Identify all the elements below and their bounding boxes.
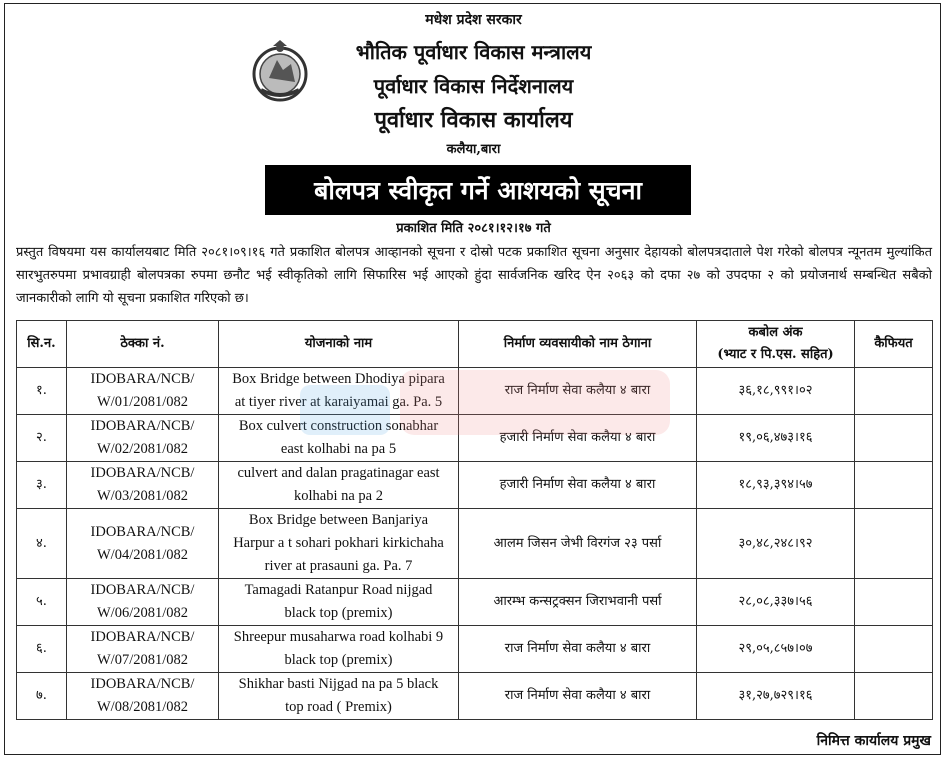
- project-line: Shreepur musaharwa road kolhabi 9: [233, 629, 444, 645]
- row-project: [219, 626, 459, 673]
- header-contract: ठेक्का नं.: [67, 321, 219, 368]
- row-contractor: राज निर्माण सेवा कलैया ४ बारा: [459, 626, 697, 673]
- row-remarks: [855, 673, 933, 720]
- contract-line: W/08/2081/082: [96, 699, 189, 715]
- project-line: top road ( Premix): [285, 699, 392, 715]
- project-line: culvert and dalan pragatinagar east: [237, 465, 440, 481]
- header-sn: सि.न.: [17, 321, 67, 368]
- row-sn: १.: [17, 368, 67, 415]
- row-sn: ३.: [17, 462, 67, 509]
- row-contractor: आरम्भ कन्सट्रक्सन जिराभवानी पर्सा: [459, 579, 697, 626]
- contract-line: IDOBARA/NCB/: [90, 582, 195, 598]
- row-remarks: [855, 368, 933, 415]
- row-remarks: [855, 579, 933, 626]
- row-contract: [67, 579, 219, 626]
- office-name: पूर्वाधार विकास कार्यालय: [374, 107, 573, 133]
- table-row: [17, 579, 933, 626]
- table-row: [17, 415, 933, 462]
- project-line: Harpur a t sohari pokhari kirkichaha: [233, 535, 444, 551]
- header-amount: [697, 321, 855, 368]
- table-header-row: [17, 321, 933, 368]
- table-row: [17, 673, 933, 720]
- row-sn: ७.: [17, 673, 67, 720]
- row-amount: १८,९३,३९४।५७: [697, 462, 855, 509]
- project-line: Shikhar basti Nijgad na pa 5 black: [238, 676, 439, 692]
- contract-line: W/03/2081/082: [96, 488, 189, 504]
- contract-line: W/01/2081/082: [96, 394, 189, 410]
- row-remarks: [855, 509, 933, 579]
- row-contractor: आलम जिसन जेभी विरगंज २३ पर्सा: [459, 509, 697, 579]
- signatory: निमित्त कार्यालय प्रमुख: [816, 733, 931, 749]
- bid-table: [16, 320, 933, 720]
- row-project: [219, 415, 459, 462]
- row-sn: २.: [17, 415, 67, 462]
- header-contractor: निर्माण व्यवसायीको नाम ठेगाना: [459, 321, 697, 368]
- project-line: Box Bridge between Banjariya: [248, 512, 429, 528]
- table-row: [17, 626, 933, 673]
- row-remarks: [855, 415, 933, 462]
- contract-line: IDOBARA/NCB/: [90, 465, 195, 481]
- row-amount: ३६,१८,९९१।०२: [697, 368, 855, 415]
- project-line: black top (premix): [284, 605, 393, 621]
- contract-line: IDOBARA/NCB/: [90, 676, 195, 692]
- project-line: river at prasauni ga. Pa. 7: [264, 558, 413, 574]
- contract-line: W/02/2081/082: [96, 441, 189, 457]
- project-line: Tamagadi Ratanpur Road nijgad: [244, 582, 433, 598]
- table-row: [17, 462, 933, 509]
- row-contract: [67, 462, 219, 509]
- project-line: black top (premix): [284, 652, 393, 668]
- contract-line: IDOBARA/NCB/: [90, 629, 195, 645]
- row-contract: [67, 626, 219, 673]
- contract-line: W/07/2081/082: [96, 652, 189, 668]
- row-remarks: [855, 462, 933, 509]
- row-sn: ५.: [17, 579, 67, 626]
- row-sn: ४.: [17, 509, 67, 579]
- header-amount-line1: कबोल अंक: [748, 325, 803, 340]
- row-project: [219, 673, 459, 720]
- table-row: [17, 368, 933, 415]
- project-line: east kolhabi na pa 5: [280, 441, 397, 457]
- row-contractor: हजारी निर्माण सेवा कलैया ४ बारा: [459, 462, 697, 509]
- contract-line: IDOBARA/NCB/: [90, 418, 195, 434]
- row-remarks: [855, 626, 933, 673]
- directorate-name: पूर्वाधार विकास निर्देशनालय: [373, 74, 574, 98]
- project-line: Box culvert construction sonabhar: [238, 418, 439, 434]
- project-line: Box Bridge between Dhodiya pipara: [232, 371, 445, 387]
- row-contractor: हजारी निर्माण सेवा कलैया ४ बारा: [459, 415, 697, 462]
- table-row: [17, 509, 933, 579]
- published-date: प्रकाशित मिति २०८१।१२।१७ गते: [396, 221, 551, 236]
- row-project: [219, 368, 459, 415]
- row-amount: २९,०५,८५७।०७: [697, 626, 855, 673]
- row-contract: [67, 509, 219, 579]
- ministry-name: भौतिक पूर्वाधार विकास मन्त्रालय: [355, 40, 592, 64]
- government-name: मधेश प्रदेश सरकार: [425, 12, 522, 28]
- row-contractor: राज निर्माण सेवा कलैया ४ बारा: [459, 368, 697, 415]
- notice-intro: प्रस्तुत विषयमा यस कार्यालयबाट मिति २०८१।०९।१६ गते प्रकाशित बोलपत्र आव्हानको सूचना र दोस्रो पटक प्रकाशित सूचना अनुसार देहायको बोलपत्रदाताले पेश गरेको बोलपत्र न्यूनतम मुल्यांकित सारभुतरुपमा प्रभावग्राही बोलपत्रका रुपमा छनौट भई स्वीकृतिको लागि सिफारिस भई आएको हुंदा सार्वजनिक खरिद ऐन २०६३ को दफा २७ को उपदफा २ को प्रयोजनार्थ सम्बन्धित सबैको जानकारीको लागि यो सूचना प्रकाशित गरिएको छ।: [16, 245, 932, 306]
- notice-title: बोलपत्र स्वीकृत गर्ने आशयको सूचना: [266, 166, 690, 214]
- row-contract: [67, 368, 219, 415]
- header-remarks: कैफियत: [855, 321, 933, 368]
- row-project: [219, 462, 459, 509]
- project-line: kolhabi na pa 2: [294, 488, 383, 504]
- project-line: at tiyer river at karaiyamai ga. Pa. 5: [234, 394, 443, 410]
- row-amount: ३१,२७,७२९।१६: [697, 673, 855, 720]
- row-amount: ३०,४८,२४८।९२: [697, 509, 855, 579]
- row-contractor: राज निर्माण सेवा कलैया ४ बारा: [459, 673, 697, 720]
- row-contract: [67, 415, 219, 462]
- contract-line: W/06/2081/082: [96, 605, 189, 621]
- row-sn: ६.: [17, 626, 67, 673]
- row-project: [219, 579, 459, 626]
- row-contract: [67, 673, 219, 720]
- header-project: योजनाको नाम: [219, 321, 459, 368]
- row-amount: २८,०८,३३७।५६: [697, 579, 855, 626]
- contract-line: W/04/2081/082: [96, 546, 189, 563]
- contract-line: IDOBARA/NCB/: [90, 523, 195, 540]
- row-project: [219, 509, 459, 579]
- row-amount: १९,०६,४७३।१६: [697, 415, 855, 462]
- contract-line: IDOBARA/NCB/: [90, 371, 195, 387]
- header-amount-line2: (भ्याट र पि.एस. सहित): [717, 347, 834, 362]
- office-location: कलैया,बारा: [446, 142, 501, 157]
